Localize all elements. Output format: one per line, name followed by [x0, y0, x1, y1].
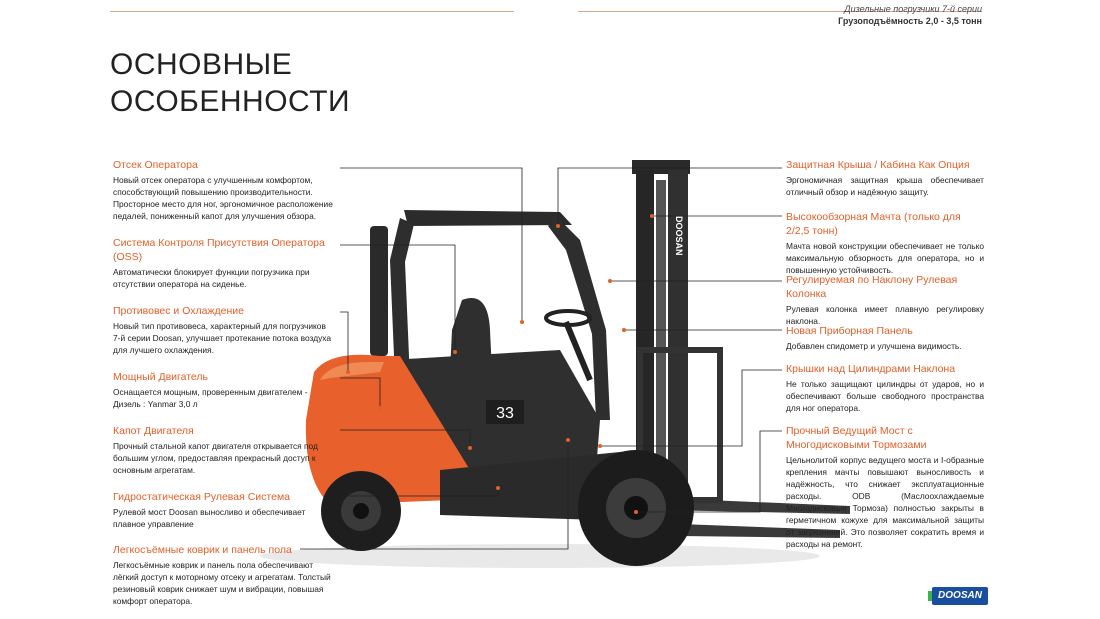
- feature-operator-compartment: [113, 158, 335, 222]
- feature-title: Отсек Оператора: [113, 159, 198, 171]
- feature-text: Новый тип противовеса, характерный для погрузчиков 7-й серии Doosan, улучшает протекание потока воздуха для лучшего охлаждения.: [113, 321, 332, 355]
- feature-title: Капот Двигателя: [113, 425, 194, 437]
- header-series: Дизельные погрузчики 7-й серии: [844, 4, 982, 14]
- feature-text: Эргономичная защитная крыша обеспечивает отличный обзор и надёжную защиту.: [786, 175, 984, 197]
- page-title-line1: ОСНОВНЫЕ: [110, 48, 293, 81]
- feature-title: Система Контроля Присутствия Оператора (OSS): [113, 237, 325, 263]
- feature-text: Оснащается мощным, проверенным двигателем - Дизель : Yanmar 3,0 л: [113, 387, 308, 409]
- feature-title: Регулируемая по Наклону Рулевая Колонка: [786, 274, 958, 300]
- feature-text: Добавлен спидометр и улучшена видимость.: [786, 341, 962, 351]
- feature-text: Автоматически блокирует функции погрузчика при отсутствии оператора на сиденье.: [113, 267, 310, 289]
- mast-brand-text: DOOSAN: [674, 216, 684, 256]
- feature-title: Мощный Двигатель: [113, 371, 209, 383]
- model-badge: 33: [496, 405, 514, 422]
- feature-floor-mat: [113, 543, 335, 607]
- feature-counterweight-cooling: [113, 304, 335, 356]
- feature-overhead-guard: [786, 158, 984, 198]
- header-capacity: Грузоподъёмность 2,0 - 3,5 тонн: [838, 16, 982, 26]
- feature-title: Легкосъёмные коврик и панель пола: [113, 544, 292, 556]
- feature-engine: [113, 370, 335, 410]
- feature-text: Рулевая колонка имеет плавную регулировку наклона.: [786, 304, 984, 326]
- feature-text: Не только защищают цилиндры от ударов, но и обеспечивают больше свободного пространства для ног оператора.: [786, 379, 984, 413]
- feature-title: Новая Приборная Панель: [786, 325, 913, 337]
- feature-text: Легкосъёмные коврик и панель пола обеспечивают лёгкий доступ к моторному отсеку и агрегатам. Толстый резиновый коврик снижает шум и вибрации, повышая комфорт оператора.: [113, 560, 331, 606]
- feature-title: Гидростатическая Рулевая Система: [113, 491, 290, 503]
- feature-tilt-cylinder-covers: [786, 362, 984, 414]
- feature-text: Мачта новой конструкции обеспечивает не только максимальную обзорность для оператора, но и повышенную устойчивость.: [786, 241, 984, 275]
- feature-instrument-panel: [786, 324, 984, 352]
- feature-text: Прочный стальной капот двигателя открывается под большим углом, предоставляя прекрасный доступ к основным агрегатам.: [113, 441, 318, 475]
- feature-title: Высокообзорная Мачта (только для 2/2,5 тонн): [786, 211, 961, 237]
- feature-high-visibility-mast: [786, 210, 984, 276]
- page-title-line2: ОСОБЕННОСТИ: [110, 85, 351, 118]
- feature-oss: [113, 236, 335, 290]
- feature-drive-axle-brakes: [786, 424, 984, 550]
- feature-text: Цельнолитой корпус ведущего моста и I-образные крепления мачты повышают выносливость и надёжность, что снижает эксплуатационные расходы. ODB (Маслоохлаждаемые Многодисковые Тормоза) полностью закрыты в герметичном кожухе для максимальной защиты от загрязнений. Это позволяет сократить время и расходы на ремонт.: [786, 455, 984, 549]
- feature-hydrostatic-steering: [113, 490, 335, 530]
- feature-title: Прочный Ведущий Мост с Многодисковыми Тормозами: [786, 425, 927, 451]
- doosan-logo: DOOSAN: [932, 587, 988, 605]
- feature-title: Защитная Крыша / Кабина Как Опция: [786, 159, 970, 171]
- feature-title: Крышки над Цилиндрами Наклона: [786, 363, 956, 375]
- feature-text: Новый отсек оператора с улучшенным комфортом, способствующий повышению производительности. Просторное место для ног, эргономичное расположение педалей, пониженный капот для улучшения обзора.: [113, 175, 333, 221]
- feature-text: Рулевой мост Doosan выносливо и обеспечивает плавное управление: [113, 507, 306, 529]
- feature-engine-hood: [113, 424, 335, 476]
- feature-title: Противовес и Охлаждение: [113, 305, 244, 317]
- feature-tilt-steering-column: [786, 273, 984, 327]
